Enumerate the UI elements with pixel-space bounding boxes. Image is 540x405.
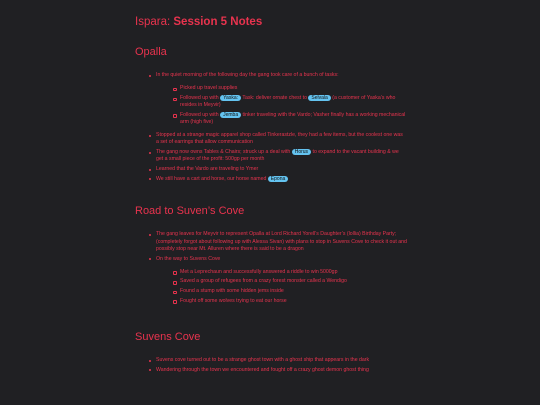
title-prefix: Ispara: [135, 16, 171, 28]
section [135, 204, 407, 320]
list-item: In the quiet morning of the following day the gang took care of a bunch of tasks: [149, 72, 407, 79]
bullet-list [135, 231, 407, 305]
sub-list-item: Met a Leprechaun and successfully answered a riddle to win 5000gp [173, 269, 407, 276]
notes-document [135, 14, 407, 395]
sub-list [149, 85, 407, 126]
bullet-list [135, 72, 407, 183]
section-heading: Road to Suven’s Cove [135, 205, 245, 218]
list-item: We still have a cart and horse, our horse named Epona [149, 176, 407, 183]
sub-list-item: Followed up with Jemba tinker traveling with the Vardo; Vasher finally has a working mechanical arm (high five) [173, 112, 407, 126]
section-heading: Suvens Cove [135, 331, 201, 344]
sub-list [149, 269, 407, 305]
mention-tag[interactable]: Jemba [220, 112, 241, 118]
list-item: Suvens cove turned out to be a strange ghost town with a ghost ship that appears in the dark [149, 357, 407, 364]
list-item: The gang now owns Tables & Chairs; struck up a deal with Horus to expand to the vacant building & we get a small piece of the profit: 500gp per month [149, 149, 407, 163]
page-title [135, 14, 407, 30]
list-item: On the way to Suvens Cove [149, 256, 407, 263]
list-item: Wandering through the town we encountered and fought off a crazy ghost demon ghost thing [149, 367, 407, 374]
section [135, 330, 407, 385]
sub-list-item: Followed up with Yaska: Task: deliver ornate chest to Selvala (a customer of Yaska’s who resides in Meyvir) [173, 95, 407, 109]
mention-tag[interactable]: Epona [268, 176, 288, 182]
mention-tag[interactable]: Yaska: [220, 95, 241, 101]
sub-list-item: Picked up travel supplies [173, 85, 407, 92]
list-item: Stopped at a strange magic apparel shop called Tinkerastzle, they had a few items, but the coolest one was a set of earrings that allow communication [149, 132, 407, 146]
section-heading: Opalla [135, 46, 167, 58]
title-main: Session 5 Notes [173, 16, 263, 28]
list-item: The gang leaves for Meyvir to represent Opalla at Lord Richard Yorell’s Daughter’s (lollia) Birthday Party; (completely forgot about following up with Alessa Sivan) with plans to stop in Suvens Cove to check it out and possibly stop near Mt. Alluren where there is said to be a dragon [149, 231, 407, 253]
sub-list-item: Fought off some wolves trying to eat our horse [173, 298, 407, 305]
sub-list-item: Saved a group of refugees from a crazy forest monster called a Wendigo [173, 278, 407, 285]
mention-tag[interactable]: Horus [292, 149, 311, 155]
bullet-list [135, 357, 407, 374]
list-item: Learned that the Vardo are traveling to Ymer [149, 166, 407, 173]
mention-tag[interactable]: Selvala [308, 95, 330, 101]
section [135, 45, 407, 194]
sub-list-item: Found a stump with some hidden jems inside [173, 288, 407, 295]
